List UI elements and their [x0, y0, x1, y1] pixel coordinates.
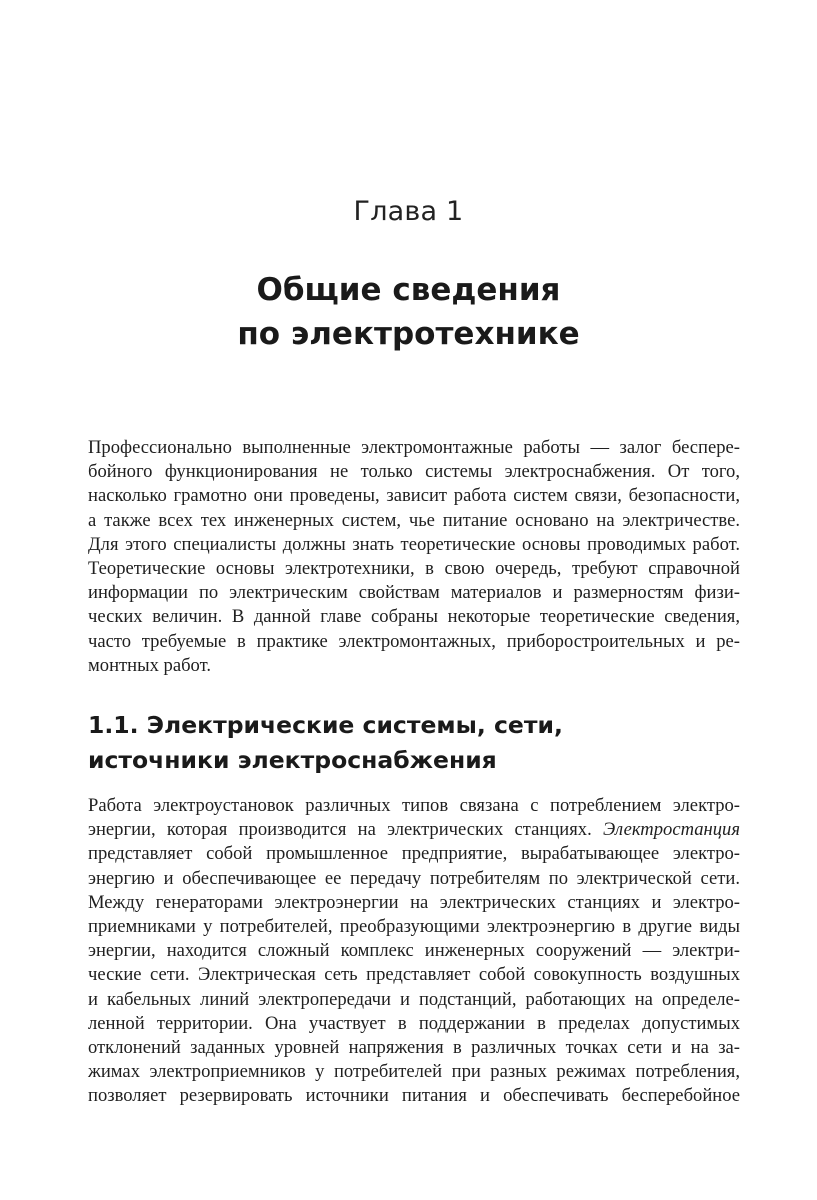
- chapter-title-line: по электротехнике: [237, 316, 580, 352]
- chapter-title-line: Общие сведения: [256, 272, 561, 308]
- chapter-label: Глава 1: [353, 196, 464, 227]
- paragraph-line: энергии, находится сложный комплекс инженерных сооружений — электри-: [88, 940, 740, 962]
- paragraph-line: а также всех тех инженерных систем, чье питание основано на электричестве.: [88, 509, 740, 531]
- paragraph-line: информации по электрическим свойствам материалов и размерностям физи-: [88, 582, 740, 604]
- paragraph-line: монтных работ.: [88, 654, 211, 676]
- paragraph-line: жимах электроприемников у потребителей при разных режимах потребления,: [88, 1061, 740, 1083]
- paragraph-line: и кабельных линий электропередачи и подстанций, работающих на определе-: [88, 988, 740, 1010]
- chapter-title: [0, 268, 817, 356]
- paragraph-text: энергии, которая производится на электрических станциях.: [88, 819, 603, 841]
- paragraph-line: [88, 818, 740, 842]
- paragraph-line: ческих величин. В данной главе собраны некоторые теоретические сведения,: [88, 606, 740, 628]
- paragraph-line: часто требуемые в практике электромонтажных, приборостроительных и ре-: [88, 630, 740, 652]
- intro-paragraph: [88, 436, 740, 678]
- paragraph-line: Между генераторами электроэнергии на электрических станциях и электро-: [88, 891, 740, 913]
- paragraph-line: бойного функционирования не только системы электроснабжения. От того,: [88, 461, 740, 483]
- section-heading-line: 1.1. Электрические системы, сети,: [88, 711, 563, 739]
- paragraph-line: Для этого специалисты должны знать теоретические основы проводимых работ.: [88, 533, 740, 555]
- term-italic: Электростанция: [602, 819, 740, 841]
- paragraph-line: отклонений заданных уровней напряжения в различных точках сети и на за-: [88, 1037, 740, 1059]
- paragraph-line: представляет собой промышленное предприятие, вырабатывающее электро-: [88, 843, 740, 865]
- section-paragraph: [88, 794, 740, 1109]
- paragraph-line: Работа электроустановок различных типов связана с потреблением электро-: [88, 795, 740, 816]
- paragraph-line: ческие сети. Электрическая сеть представляет собой совокупность воздушных: [88, 964, 740, 986]
- paragraph-line: ленной территории. Она участвует в поддержании в пределах допустимых: [88, 1012, 740, 1034]
- paragraph-line: Профессионально выполненные электромонтажные работы — залог беспере-: [88, 437, 740, 458]
- paragraph-line: позволяет резервировать источники питания и обеспечивать бесперебойное: [88, 1085, 740, 1107]
- paragraph-line: приемниками у потребителей, преобразующими электроэнергию в другие виды: [88, 916, 740, 938]
- paragraph-line: насколько грамотно они проведены, зависит работа систем связи, безопасности,: [88, 485, 740, 507]
- paragraph-line: энергию и обеспечивающее ее передачу потребителям по электрической сети.: [88, 867, 740, 889]
- section-heading: [88, 708, 740, 778]
- section-heading-line: источники электроснабжения: [88, 746, 497, 774]
- paragraph-line: Теоретические основы электротехники, в свою очередь, требуют справочной: [88, 558, 740, 580]
